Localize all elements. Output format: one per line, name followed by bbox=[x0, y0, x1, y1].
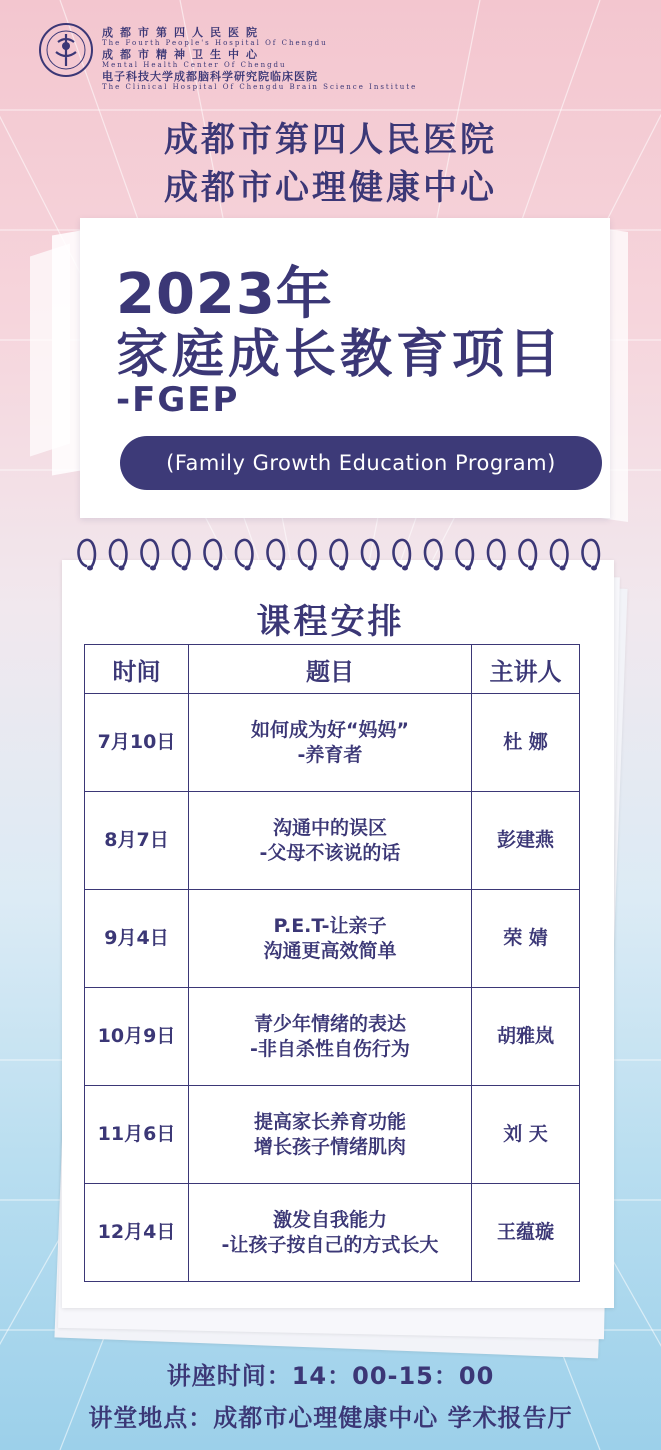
table-row bbox=[85, 694, 580, 792]
row-speaker: 胡雅岚 bbox=[472, 988, 580, 1086]
table-row bbox=[85, 988, 580, 1086]
row-topic bbox=[189, 890, 472, 988]
row-date: 10月9日 bbox=[85, 988, 189, 1086]
row-topic-line-1: 沟通中的误区 bbox=[272, 816, 387, 839]
row-topic bbox=[189, 1086, 472, 1184]
hospital-logo bbox=[38, 22, 94, 78]
binder-ring bbox=[583, 540, 599, 568]
binder-ring bbox=[425, 540, 441, 568]
row-speaker: 杜 娜 bbox=[472, 694, 580, 792]
row-date: 8月7日 bbox=[85, 792, 189, 890]
row-topic-line-1: 如何成为好“妈妈” bbox=[251, 718, 409, 741]
row-topic-line-2: 沟通更高效简单 bbox=[263, 939, 397, 962]
binder-ring bbox=[394, 540, 410, 568]
schedule-table bbox=[84, 644, 580, 1282]
row-topic-line-2: -让孩子按自己的方式长大 bbox=[221, 1233, 439, 1256]
binder-ring bbox=[551, 540, 567, 568]
logo-line-2: 成都市精神卫生中心 bbox=[102, 48, 264, 61]
row-topic bbox=[189, 792, 472, 890]
row-date: 9月4日 bbox=[85, 890, 189, 988]
binder-ring bbox=[79, 540, 95, 568]
program-abbr: -FGEP bbox=[116, 380, 240, 420]
logo-line-2-en: Mental Health Center Of Chengdu bbox=[102, 61, 287, 69]
row-speaker: 王蕴璇 bbox=[472, 1184, 580, 1282]
table-row bbox=[85, 792, 580, 890]
hospital-name-2: 成都市心理健康中心 bbox=[164, 168, 497, 208]
binder-ring bbox=[268, 540, 284, 568]
binder-ring bbox=[520, 540, 536, 568]
lecture-time: 讲座时间：14：00-15：00 bbox=[166, 1362, 495, 1390]
binder-ring bbox=[110, 540, 126, 568]
header-speaker: 主讲人 bbox=[472, 645, 580, 694]
logo-line-1: 成都市第四人民医院 bbox=[102, 26, 264, 39]
table-row bbox=[85, 1184, 580, 1282]
row-speaker: 荣 婧 bbox=[472, 890, 580, 988]
binder-ring bbox=[205, 540, 221, 568]
logo-line-1-en: The Fourth People's Hospital Of Chengdu bbox=[102, 39, 328, 47]
row-topic-line-1: P.E.T-让亲子 bbox=[273, 914, 387, 937]
calendar-rings bbox=[70, 532, 610, 576]
row-topic-line-2: -养育者 bbox=[297, 743, 363, 766]
row-topic bbox=[189, 1184, 472, 1282]
row-speaker: 刘 天 bbox=[472, 1086, 580, 1184]
program-english-badge: (Family Growth Education Program) bbox=[120, 436, 602, 490]
row-topic-line-2: -父母不该说的话 bbox=[259, 841, 401, 864]
row-speaker: 彭建燕 bbox=[472, 792, 580, 890]
header-topic: 题目 bbox=[189, 645, 472, 694]
program-year: 2023年 bbox=[116, 262, 333, 327]
hospital-logo-text bbox=[102, 26, 418, 92]
row-topic-line-1: 提高家长养育功能 bbox=[253, 1110, 406, 1133]
logo-line-3-en: The Clinical Hospital Of Chengdu Brain Science Institute bbox=[102, 83, 418, 91]
table-header-row bbox=[85, 645, 580, 694]
binder-ring bbox=[236, 540, 252, 568]
row-topic-line-2: 增长孩子情绪肌肉 bbox=[253, 1135, 406, 1158]
binder-ring bbox=[488, 540, 504, 568]
table-row bbox=[85, 1086, 580, 1184]
binder-ring bbox=[362, 540, 378, 568]
binder-ring bbox=[299, 540, 315, 568]
row-date: 7月10日 bbox=[85, 694, 189, 792]
schedule-title: 课程安排 bbox=[256, 602, 405, 642]
program-title: 家庭成长教育项目 bbox=[116, 325, 565, 385]
row-date: 11月6日 bbox=[85, 1086, 189, 1184]
header-time: 时间 bbox=[85, 645, 189, 694]
row-topic-line-1: 青少年情绪的表达 bbox=[253, 1012, 406, 1035]
hospital-name-1: 成都市第四人民医院 bbox=[164, 120, 497, 160]
binder-ring bbox=[142, 540, 158, 568]
logo-line-3: 电子科技大学成都脑科学研究院临床医院 bbox=[102, 70, 318, 83]
binder-ring bbox=[331, 540, 347, 568]
lecture-place: 讲堂地点：成都市心理健康中心 学术报告厅 bbox=[88, 1404, 573, 1432]
row-topic bbox=[189, 694, 472, 792]
row-date: 12月4日 bbox=[85, 1184, 189, 1282]
table-row bbox=[85, 890, 580, 988]
row-topic-line-1: 激发自我能力 bbox=[272, 1208, 387, 1231]
row-topic-line-2: -非自杀性自伤行为 bbox=[250, 1037, 410, 1060]
binder-ring bbox=[173, 540, 189, 568]
binder-ring bbox=[457, 540, 473, 568]
row-topic bbox=[189, 988, 472, 1086]
